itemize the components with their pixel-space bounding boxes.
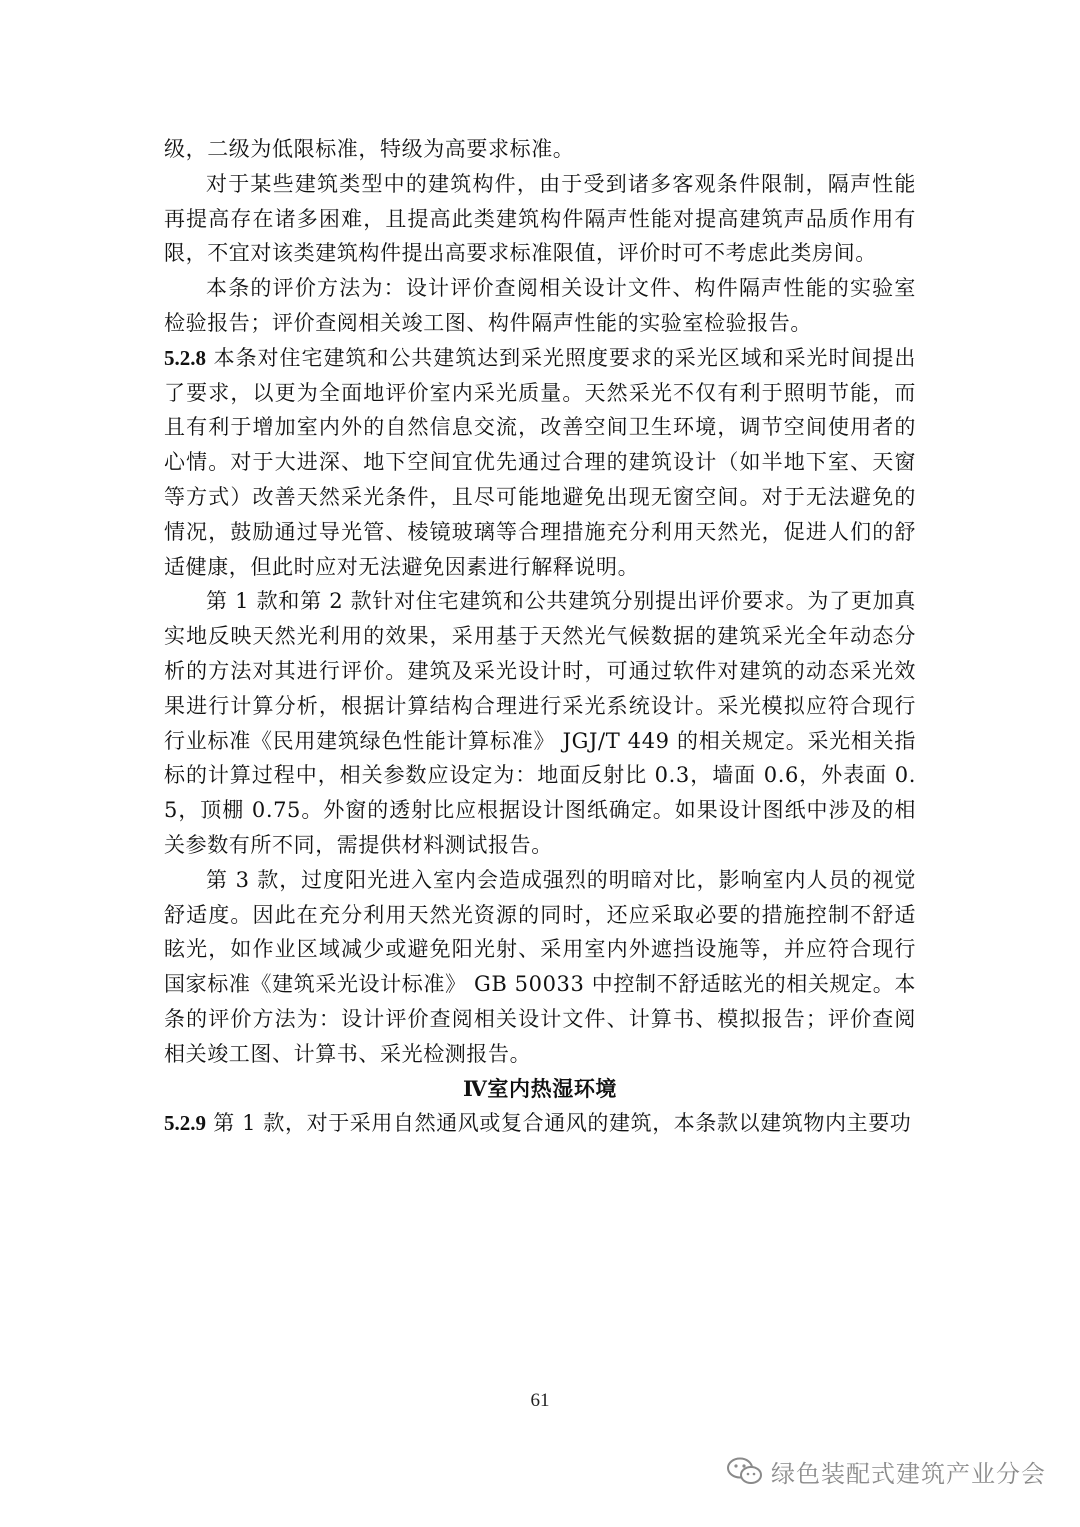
clause-5-2-9 [164, 1106, 916, 1141]
watermark [725, 1454, 1046, 1488]
paragraph-continuation: 级，二级为低限标准，特级为高要求标准。 [164, 137, 575, 161]
watermark-text: 绿色装配式建筑产业分会 [771, 1459, 1046, 1488]
paragraph-items-1-2: 第 1 款和第 2 款针对住宅建筑和公共建筑分别提出评价要求。为了更加真实地反映天然光利用的效果，采用基于天然光气候数据的建筑采光全年动态分析的方法对其进行评价。建筑及采光设计时，可通过软件对建筑的动态采光效果进行计算分析，根据计算结构合理进行采光系统设计。采光模拟应符合现行行业标准《民用建筑绿色性能计算标准》 JGJ/T 449 的相关规定。采光相关指标的计算过程中，相关参数应设定为：地面反射比 0.3，墙面 0.6，外表面 0.5，顶棚 0.75。外窗的透射比应根据设计图纸确定。如果设计图纸中涉及的相关参数有所不同，需提供材料测试报告。 [164, 589, 916, 857]
clause-number: 5.2.9 [164, 1111, 206, 1136]
paragraph-sound-insulation: 对于某些建筑类型中的建筑构件，由于受到诸多客观条件限制，隔声性能再提高存在诸多困难，且提高此类建筑构件隔声性能对提高建筑声品质作用有限，不宜对该类建筑构件提出高要求标准限值，评价时可不考虑此类房间。 [164, 171, 916, 266]
paragraph-evaluation-method: 本条的评价方法为：设计评价查阅相关设计文件、构件隔声性能的实验室检验报告；评价查阅相关竣工图、构件隔声性能的实验室检验报告。 [164, 276, 916, 335]
document-body [164, 132, 916, 1141]
clause-text: 本条对住宅建筑和公共建筑达到采光照度要求的采光区域和采光时间提出了要求，以更为全面地评价室内采光质量。天然采光不仅有利于照明节能，而且有利于增加室内外的自然信息交流，改善空间卫生环境，调节空间使用者的心情。对于大进深、地下空间宜优先通过合理的建筑设计（如半地下室、天窗等方式）改善天然采光条件，且尽可能地避免出现无窗空间。对于无法避免的情况，鼓励通过导光管、棱镜玻璃等合理措施充分利用天然光，促进人们的舒适健康，但此时应对无法避免因素进行解释说明。 [164, 345, 916, 579]
wechat-icon [725, 1455, 765, 1487]
clause-5-2-8 [164, 341, 916, 585]
clause-text: 第 1 款，对于采用自然通风或复合通风的建筑，本条款以建筑物内主要功 [213, 1111, 912, 1136]
section-heading: Ⅳ室内热湿环境 [462, 1075, 618, 1101]
paragraph-item-3: 第 3 款，过度阳光进入室内会造成强烈的明暗对比，影响室内人员的视觉舒适度。因此在充分利用天然光资源的同时，还应采取必要的措施控制不舒适眩光，如作业区域减少或避免阳光射、采用室内外遮挡设施等，并应符合现行国家标准《建筑采光设计标准》 GB 50033 中控制不舒适眩光的相关规定。本条的评价方法为：设计评价查阅相关设计文件、计算书、模拟报告；评价查阅相关竣工图、计算书、采光检测报告。 [164, 867, 916, 1066]
clause-number: 5.2.8 [164, 345, 206, 370]
page-number: 61 [530, 1390, 550, 1411]
